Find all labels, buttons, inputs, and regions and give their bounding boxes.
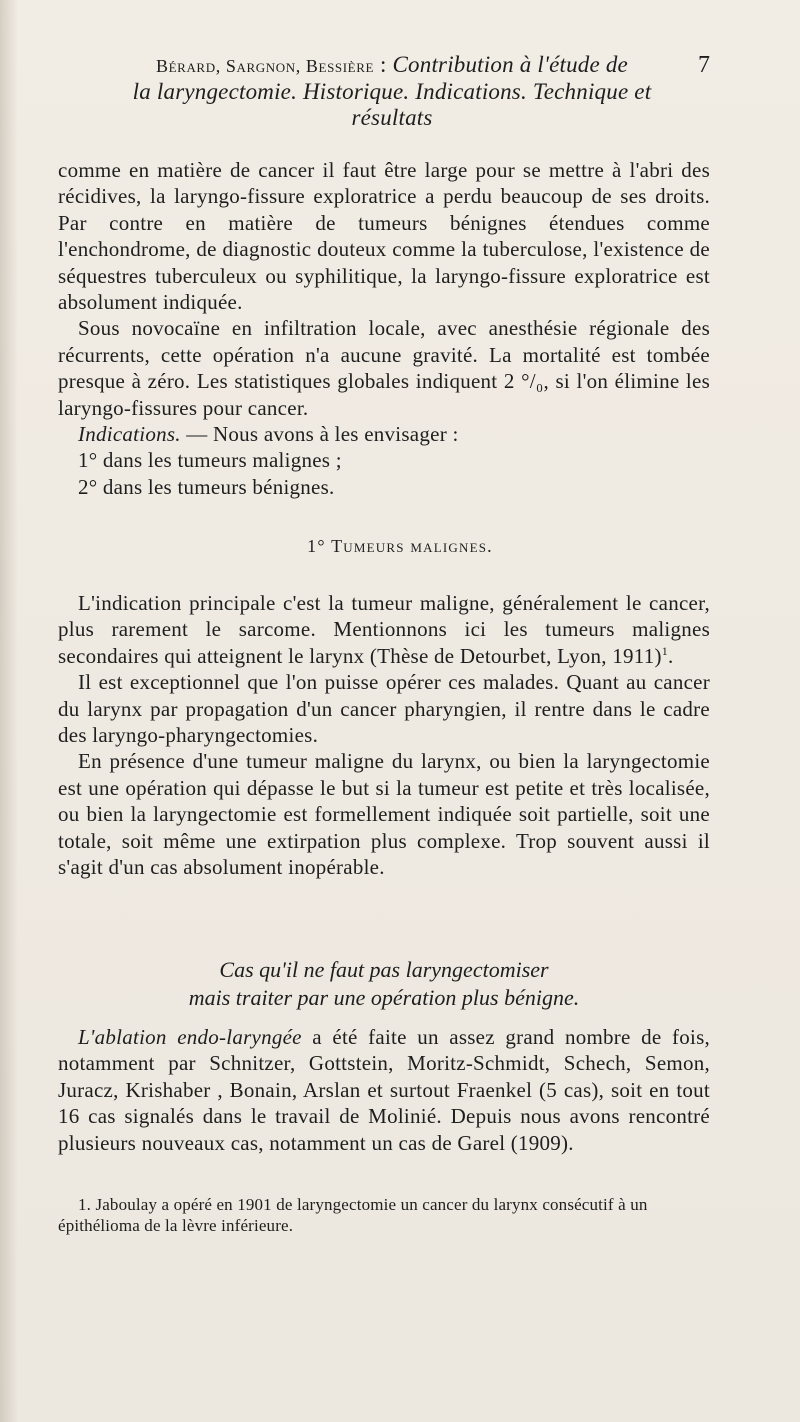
footnote-ref: 1 (661, 643, 668, 658)
ablation-block (58, 1024, 710, 1156)
malignant-p1-text: L'indication principale c'est la tumeur maligne, généralement le cancer, plus rarement le sarcome. Mentionnons ici les tumeurs malignes secondaires qui atteignent le larynx (Thèse de Detourbet, Lyon, 1911) (58, 591, 710, 668)
malignant-paragraph-3: En présence d'une tumeur maligne du larynx, ou bien la laryngectomie est une opération qui dépasse le but si la tumeur est petite et très localisée, ou bien la laryngectomie est formellement indiquée soit partielle, soit une totale, soit même une extirpation plus complexe. Trop souvent aussi il s'agit d'un cas absolument inopérable. (58, 749, 710, 880)
page-number: 7 (698, 52, 710, 78)
ablation-text: a été faite un assez grand nombre de fois, notamment par Schnitzer, Gottstein, Moritz-Schmidt, Schech, Semon, Juracz, Krishaber , Bonain, Arslan et surtout Fraenkel (5 cas), soit en tout 16 cas signalés dans le travail de Molinié. Depuis nous avons rencontré plusieurs nouveaux cas, notamment un cas de Garel (1909). (58, 1025, 710, 1155)
malignant-p1-end: . (667, 643, 674, 668)
indication-item-1: 1° dans les tumeurs malignes ; (78, 448, 342, 473)
header-line-1 (62, 52, 722, 79)
subheading (58, 956, 710, 1012)
malignant-block (58, 590, 710, 880)
indications-paragraph (58, 421, 710, 447)
indications-text: — Nous avons à les envisager : (180, 422, 459, 447)
header-title-part1: Contribution à l'étude de (392, 52, 628, 77)
indications-label: Indications. (78, 422, 181, 447)
section-heading (0, 536, 800, 557)
intro-block (58, 157, 710, 500)
subheading-line-1: Cas qu'il ne faut pas laryngectomiser (219, 957, 549, 982)
page-gutter-shadow (0, 0, 18, 1422)
header-colon: : (374, 52, 393, 77)
running-header (62, 52, 722, 131)
header-title-part2: la laryngectomie. Historique. Indications. Technique et (132, 79, 652, 104)
ablation-lead: L'ablation endo-laryngée (78, 1025, 302, 1049)
footnote (58, 1194, 710, 1236)
section-heading-text: Tumeurs malignes. (331, 536, 493, 556)
header-authors: Bérard, Sargnon, Bessière (156, 56, 375, 76)
header-title-part3: résultats (351, 105, 433, 130)
ablation-paragraph (58, 1024, 710, 1156)
footnote-text: Jaboulay a opéré en 1901 de laryngectomie un cancer du larynx consécutif à un épithélioma de la lèvre inférieure. (58, 1195, 648, 1235)
subheading-line-2: mais traiter par une opération plus bénigne. (188, 985, 580, 1010)
malignant-paragraph-1 (58, 590, 710, 669)
malignant-paragraph-2: Il est exceptionnel que l'on puisse opérer ces malades. Quant au cancer du larynx par propagation d'un cancer pharyngien, il rentre dans le cadre des laryngo-pharyngectomies. (58, 670, 710, 748)
section-heading-number: 1° (307, 536, 332, 556)
footnote-number: 1. (78, 1195, 92, 1214)
intro-paragraph-2: Sous novocaïne en infiltration locale, avec anesthésie régionale des récurrents, cette opération n'a aucune gravité. La mortalité est tombée presque à zéro. Les statistiques globales indiquent 2 °/₀, si l'on élimine les laryngo-fissures pour cancer. (58, 316, 710, 420)
intro-paragraph-1: comme en matière de cancer il faut être large pour se mettre à l'abri des récidives, la laryngo-fissure exploratrice a perdu beaucoup de ses droits. Par contre en matière de tumeurs bénignes étendues comme l'enchondrome, de diagnostic douteux comme la tuberculose, l'existence de séquestres tuberculeux ou syphilitique, la laryngo-fissure exploratrice est absolument indiquée. (58, 158, 710, 315)
indication-item-2: 2° dans les tumeurs bénignes. (78, 474, 335, 499)
